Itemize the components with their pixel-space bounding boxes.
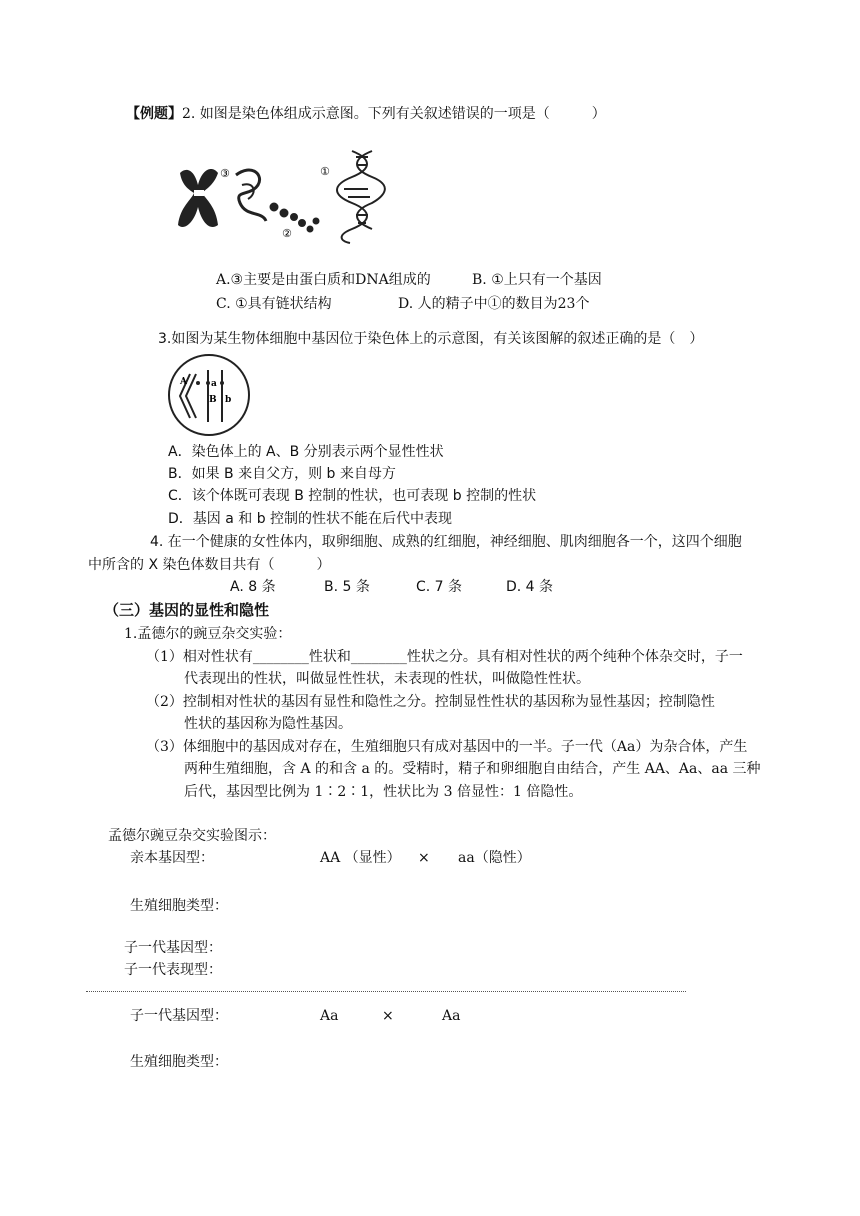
- gene-label-b: b: [225, 395, 232, 405]
- q2-stem: [126, 104, 606, 124]
- para-3-line-2: 两种生殖细胞，含 A 的和含 a 的。受精时，精子和卵细胞自由结合，产生 AA、Aa、aa 三种: [184, 761, 761, 777]
- q2-option-b: B. ①上只有一个基因: [472, 272, 602, 288]
- q3-option-b: B．如果 B 来自父方，则 b 来自母方: [168, 466, 396, 482]
- f1-left: Aa: [320, 1008, 339, 1024]
- figure-label-1: ①: [320, 165, 330, 178]
- q4-stem-line1: 4. 在一个健康的女性体内，取卵细胞、成熟的红细胞，神经细胞、肌肉细胞各一个，这四个细胞: [150, 534, 742, 550]
- q2-tag: 【例题】: [126, 106, 182, 122]
- q3-option-d: D．基因 a 和 b 控制的性状不能在后代中表现: [168, 511, 453, 527]
- q2-option-d: D. 人的精子中①的数目为23个: [398, 296, 590, 312]
- cross-symbol: ×: [418, 850, 430, 866]
- q4-stem-line2: 中所含的 X 染色体数目共有（ ）: [88, 557, 331, 573]
- chromatin-coil: [236, 170, 318, 231]
- f1-phenotype-label: 子一代表现型：: [124, 962, 222, 978]
- para-3-line-1: （3）体细胞中的基因成对存在，生殖细胞只有成对基因中的一半。子一代（Aa）为杂合体，产生: [146, 739, 748, 755]
- dna-helix: [337, 151, 385, 243]
- gamete-label-2: 生殖细胞类型：: [130, 1054, 228, 1070]
- gene-label-a: a: [211, 379, 217, 389]
- para-2-line-1: （2）控制相对性状的基因有显性和隐性之分。控制显性性状的基因称为显性基因；控制隐性: [146, 694, 715, 710]
- gene-label-A: A: [180, 377, 187, 387]
- parent-genotype-label: 亲本基因型：: [130, 850, 214, 866]
- q3-option-a: A．染色体上的 A、B 分别表示两个显性性状: [168, 444, 444, 460]
- f1-right: Aa: [442, 1008, 461, 1024]
- para-1-line-2: 代表现出的性状，叫做显性性状，未表现的性状，叫做隐性性状。: [184, 671, 590, 687]
- diagram-title: 孟德尔豌豆杂交实验图示：: [108, 828, 276, 844]
- para-3-line-3: 后代，基因型比例为 1∶2∶1，性状比为 3 倍显性：1 倍隐性。: [184, 784, 583, 800]
- para-1-line-1: （1）相对性状有________性状和________性状之分。具有相对性状的两个纯种个体杂交时，子一: [146, 649, 743, 665]
- q2-option-c: C. ①具有链状结构: [216, 296, 332, 312]
- section-item-1: 1.孟德尔的豌豆杂交实验：: [124, 626, 292, 642]
- q3-option-c: C．该个体既可表现 B 控制的性状，也可表现 b 控制的性状: [168, 488, 537, 504]
- chromosome-figure: [172, 145, 392, 245]
- f1-row-label: 子一代基因型：: [130, 1008, 228, 1024]
- cell-gene-figure: [166, 352, 252, 438]
- parent-left: AA （显性）: [320, 850, 401, 866]
- figure-label-2: ②: [282, 227, 292, 240]
- para-2-line-2: 性状的基因称为隐性基因。: [184, 716, 352, 732]
- q4-option-b: B. 5 条: [324, 579, 370, 595]
- cross-symbol-2: ×: [382, 1008, 394, 1024]
- figure-label-3: ③: [220, 167, 230, 180]
- q4-option-c: C. 7 条: [416, 579, 463, 595]
- parent-right: aa（隐性）: [458, 850, 531, 866]
- q2-option-a: A.③主要是由蛋白质和DNA组成的: [216, 272, 431, 288]
- f1-genotype-label: 子一代基因型：: [124, 940, 222, 956]
- chromosome-x-shape: [178, 169, 218, 227]
- q4-option-a: A. 8 条: [230, 579, 276, 595]
- q3-stem: 3.如图为某生物体细胞中基因位于染色体上的示意图，有关该图解的叙述正确的是（ ）: [158, 331, 704, 347]
- q4-option-d: D. 4 条: [506, 579, 554, 595]
- gamete-label-1: 生殖细胞类型：: [130, 898, 228, 914]
- q2-text: 2. 如图是染色体组成示意图。下列有关叙述错误的一项是（ ）: [182, 106, 606, 122]
- divider: [86, 991, 686, 992]
- gene-label-B: B: [209, 395, 217, 405]
- section-heading: （三）基因的显性和隐性: [104, 601, 270, 619]
